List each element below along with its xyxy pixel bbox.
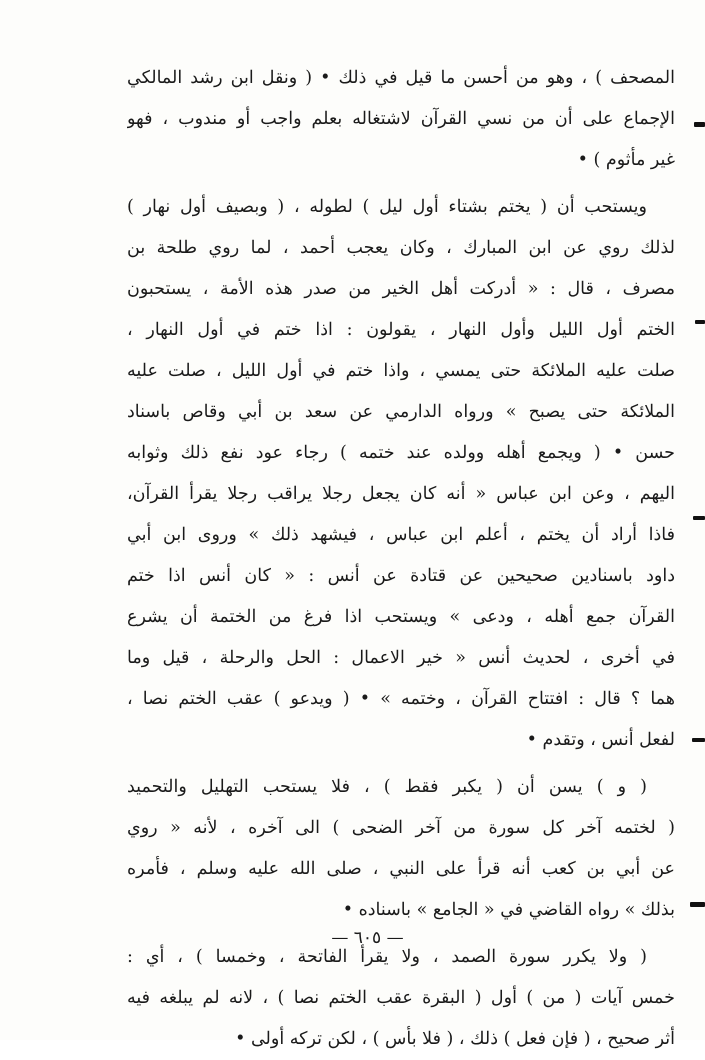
text-line: القرآن جمع أهله ، ودعى » ويستحب اذا فرغ من الختمة أن يشرع <box>127 607 675 627</box>
text-line: المصحف ) ، وهو من أحسن ما قيل في ذلك • ( ونقل ابن رشد المالكي <box>127 68 675 88</box>
text-line: بذلك » رواه القاضي في « الجامع » باسناده • <box>342 900 675 920</box>
margin-mark <box>695 320 705 324</box>
text-line: عن أبي بن كعب أنه قرأ على النبي ، صلى الله عليه وسلم ، فأمره <box>127 859 675 879</box>
text-line: خمس آيات ( من ) أول ( البقرة عقب الختم نصا ) ، لانه لم يبلغه فيه <box>127 988 675 1008</box>
margin-mark <box>692 738 705 742</box>
text-line: الإجماع على أن من نسي القرآن لاشتغاله بعلم واجب أو مندوب ، فهو <box>127 109 675 129</box>
text-line: حسن • ( ويجمع أهله وولده عند ختمه ) رجاء عود نفع ذلك وثوابه <box>127 443 675 463</box>
margin-mark <box>690 902 705 907</box>
text-line: ( ولا يكرر سورة الصمد ، ولا يقرأ الفاتحة ، وخمسا ) ، أي : <box>127 947 647 967</box>
text-line: صلت عليه الملائكة حتى يمسي ، واذا ختم في أول الليل ، صلت عليه <box>127 361 675 381</box>
text-line: لذلك روي عن ابن المبارك ، وكان يعجب أحمد ، لما روي طلحة بن <box>127 238 675 258</box>
text-line: لفعل أنس ، وتقدم • <box>526 730 675 750</box>
margin-mark <box>693 516 705 520</box>
text-line: داود باسنادين صحيحين عن قتادة عن أنس : « كان أنس اذا ختم <box>127 566 675 586</box>
text-line: مصرف ، قال : « أدركت أهل الخير من صدر هذه الأمة ، يستحبون <box>127 279 675 299</box>
text-line: الملائكة حتى يصبح » ورواه الدارمي عن سعد بن أبي وقاص باسناد <box>127 402 675 422</box>
text-line: اليهم ، وعن ابن عباس « أنه كان يجعل رجلا يراقب رجلا يقرأ القرآن، <box>127 484 675 504</box>
text-line: أثر صحيح ، ( فإن فعل ) ذلك ، ( فلا بأس ) ، لكن تركه أولى • <box>235 1029 675 1049</box>
text-line: فاذا أراد أن يختم ، أعلم ابن عباس ، فيشهد ذلك » وروى ابن أبي <box>127 525 675 545</box>
text-line: ( و ) يسن أن ( يكبر فقط ) ، فلا يستحب التهليل والتحميد <box>127 777 647 797</box>
margin-mark <box>694 122 705 127</box>
text-line: غير مأثوم ) • <box>577 150 675 170</box>
body-text <box>127 58 675 1060</box>
text-line: ويستحب أن ( يختم بشتاء أول ليل ) لطوله ، ( وبصيف أول نهار ) <box>127 197 647 217</box>
page-number: — ٦٠٥ — <box>331 928 404 948</box>
text-line: هما ؟ قال : افتتاح القرآن ، وختمه » • ( ويدعو ) عقب الختم نصا ، <box>127 689 675 709</box>
text-line: ( لختمه آخر كل سورة من آخر الضحى ) الى آخره ، لأنه « روي <box>127 818 675 838</box>
text-line: في أخرى ، لحديث أنس « خير الاعمال : الحل والرحلة ، قيل وما <box>127 648 675 668</box>
text-line: الختم أول الليل وأول النهار ، يقولون : اذا ختم في أول النهار ، <box>127 320 675 340</box>
